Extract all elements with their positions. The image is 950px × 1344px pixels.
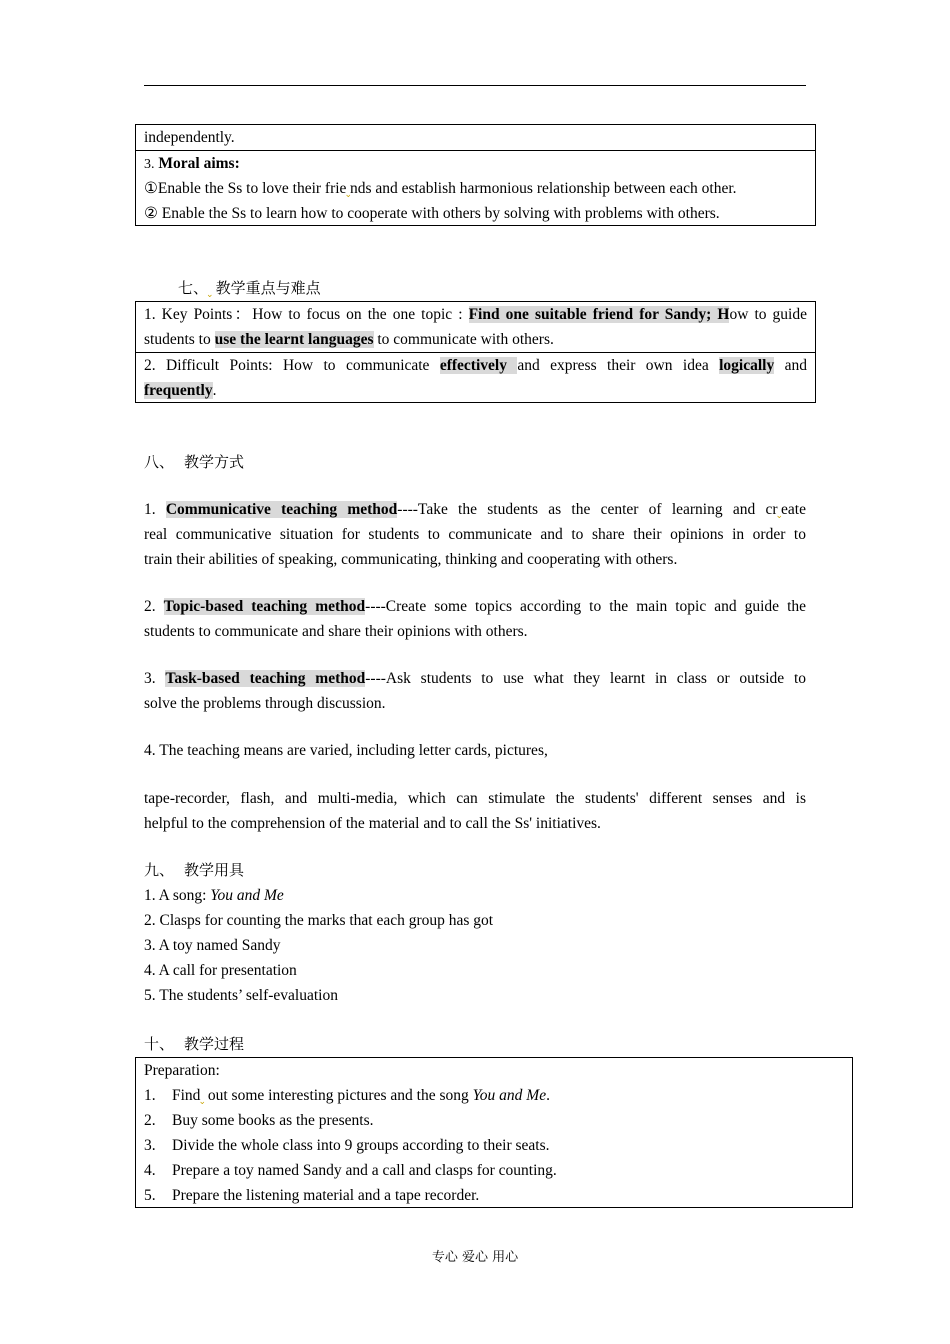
preparation-item-5-text: Prepare the listening material and a tape recorder. [172,1187,480,1204]
preparation-item-2 [144,1108,844,1133]
preparation-row [136,1058,852,1208]
method-3-number: 3. [144,670,166,687]
method-4-continuation [144,786,806,836]
key-difficult-points-table [135,301,816,403]
method-4-line-1: 4. The teaching means are varied, including letter cards, pictures, [144,742,548,759]
aims-continuation-row [136,125,815,150]
method-4-line-2: tape-recorder, flash, and multi-media, which can stimulate the students' different senses and is [144,790,806,807]
method-2-line-2: students to communicate and share their opinions with others. [144,623,528,640]
teaching-aid-2: 2. Clasps for counting the marks that each group has got [144,912,494,929]
section-8-title: 教学方式 [184,453,245,471]
difficult-points-highlight-2: logically [719,357,775,374]
method-3-text: ----Ask students to use what they learnt in class or outside to [365,670,806,687]
key-points-text-2: students to [144,331,215,348]
teaching-aid-1-song: You and Me [210,887,284,904]
method-3-line-2: solve the problems through discussion. [144,695,386,712]
section-7-number: 七、 [178,279,209,297]
header-rule [144,85,806,86]
method-1-name: Communicative teaching method [165,501,398,518]
section-10-title: 教学过程 [184,1035,245,1053]
difficult-points-highlight-1: effectively [439,357,518,374]
difficult-points-line-1 [144,353,807,378]
moral-aim-1-part-b: nds and establish harmonious relationship between each other. [349,180,737,197]
method-1-number: 1. [144,501,166,518]
teaching-aid-5: 5. The students’ self-evaluation [144,987,338,1004]
method-3-line-1 [144,666,806,691]
teaching-aid-3: 3. A toy named Sandy [144,937,281,954]
key-points-line-2 [144,327,807,352]
section-10-number: 十、 [144,1035,175,1053]
preparation-item-1-text-a: Find [172,1087,201,1104]
section-8-number: 八、 [144,453,175,471]
section-9-title: 教学用具 [184,861,245,879]
method-1-text-end: eate [781,501,806,518]
edit-mark-icon: ⌄ [206,290,214,300]
method-2-number: 2. [144,598,164,615]
teaching-aid-1-text: 1. A song: [144,887,211,904]
section-9-number: 九、 [144,861,175,879]
difficult-points-period: . [212,382,217,399]
page-footer: 专心 爱心 用心 [431,1250,519,1265]
method-1-line-1 [144,497,806,522]
teaching-aids-list [144,883,806,1008]
moral-aim-1 [144,176,807,201]
section-8-heading [144,450,244,475]
key-points-label: 1. Key Points [144,306,233,323]
preparation-item-3-text: Divide the whole class into 9 groups according to their seats. [172,1137,550,1154]
teaching-aid-4: 4. A call for presentation [144,962,297,979]
preparation-item-4-number: 4. [144,1162,156,1179]
difficult-points-highlight-3: frequently [144,382,213,399]
aims-table [135,124,816,226]
moral-aims-title-line [144,151,807,176]
preparation-item-4 [144,1158,844,1183]
method-1-line-2: real communicative situation for students to communicate and to share their opinions in order to [144,526,806,543]
preparation-table [135,1057,853,1208]
moral-aim-1-part-a: ①Enable the Ss to love their frie [144,180,347,197]
key-points-row [136,302,815,352]
method-2-paragraph [144,594,806,644]
method-3-paragraph [144,666,806,716]
difficult-points-text: 2. Difficult Points: How to communicate [144,357,440,374]
moral-aims-number: 3. [144,157,155,172]
preparation-item-5 [144,1183,844,1208]
method-4-line-3: helpful to the comprehension of the material and to call the Ss' initiatives. [144,815,601,832]
teaching-aid-1 [144,883,806,908]
section-7-heading [178,276,321,301]
preparation-item-1-number: 1. [144,1087,156,1104]
preparation-item-2-number: 2. [144,1112,156,1129]
method-1-text: ----Take the students as the center of learning and cr [397,501,778,518]
preparation-item-2-text: Buy some books as the presents. [172,1112,374,1129]
method-4-paragraph [144,738,806,763]
edit-mark-icon: ⌄ [344,189,352,200]
method-2-line-1 [144,594,806,619]
preparation-item-1-text-b: out some interesting pictures and the song [203,1087,473,1104]
preparation-item-4-text: Prepare a toy named Sandy and a call and clasps for counting. [172,1162,557,1179]
key-points-colon: ： [232,306,253,323]
difficult-points-text-2: and express their own idea [517,357,709,374]
edit-mark-icon: ⌄ [775,510,784,521]
method-2-text: ----Create some topics according to the main topic and guide the [365,598,806,615]
aims-continuation: independently. [144,129,235,146]
key-points-highlight-1: Find one suitable friend for Sandy; H [468,306,730,323]
moral-aims-title: Moral aims: [158,155,240,172]
key-points-highlight-2: use the learnt languages [214,331,374,348]
preparation-item-1 [144,1083,844,1108]
moral-aim-2: ② Enable the Ss to learn how to cooperate with others by solving with problems with others. [144,205,720,222]
edit-mark-icon: ⌄ [198,1096,206,1107]
key-points-text-end: ow to guide [729,306,807,323]
method-1-paragraph [144,497,806,572]
preparation-item-5-number: 5. [144,1187,156,1204]
method-2-name: Topic-based teaching method [163,598,366,615]
difficult-points-row [136,352,815,403]
difficult-points-line-2 [144,378,807,403]
difficult-points-text-3: and [784,357,807,374]
key-points-text-3: to communicate with others. [373,331,554,348]
preparation-item-1-song: You and Me [472,1087,547,1104]
key-points-text: How to focus on the one topic : [252,306,469,323]
preparation-item-3-number: 3. [144,1137,156,1154]
preparation-item-1-period: . [546,1087,550,1104]
preparation-item-3 [144,1133,844,1158]
method-3-name: Task-based teaching method [165,670,366,687]
section-9-heading [144,858,244,883]
preparation-title: Preparation: [144,1062,220,1079]
key-points-line-1 [144,302,807,327]
section-7-title: 教学重点与难点 [215,279,321,297]
moral-aims-row [136,150,815,226]
method-1-line-3: train their abilities of speaking, communicating, thinking and cooperating with others. [144,551,678,568]
section-10-heading [144,1032,244,1057]
